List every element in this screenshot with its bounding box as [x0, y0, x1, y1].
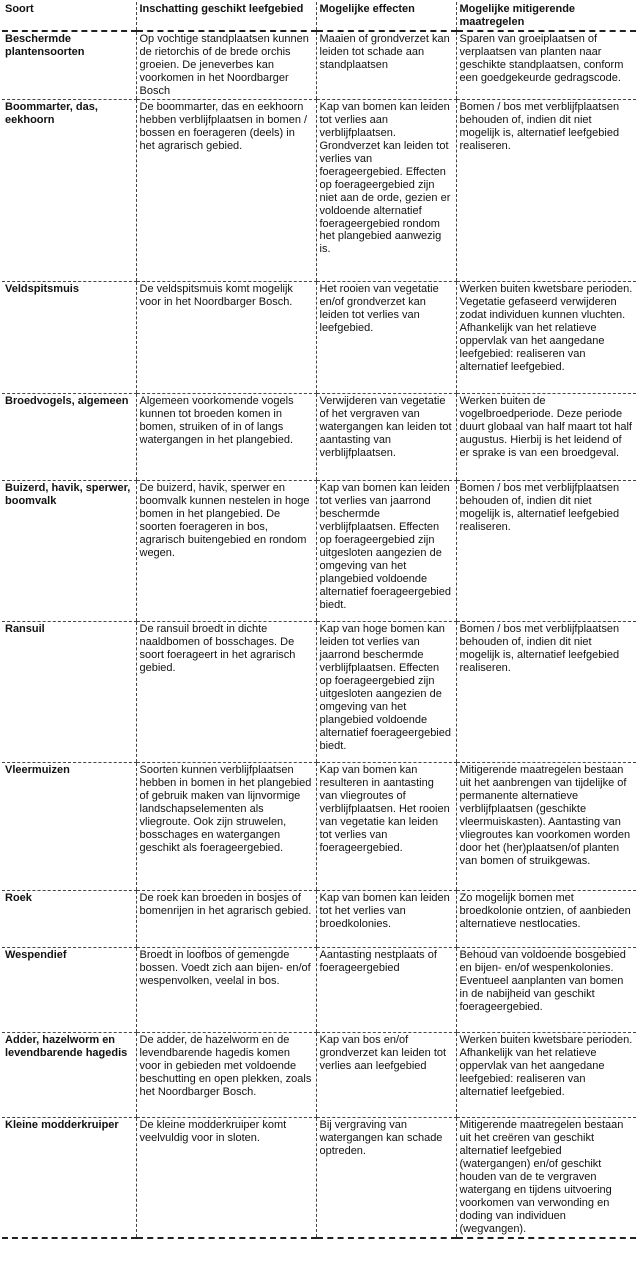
table-row [2, 947, 636, 1032]
cell-effecten: Bij vergraving van watergangen kan schade optreden. [316, 1117, 456, 1237]
cell-maatregelen: Bomen / bos met verblijfplaatsen behouden of, indien dit niet mogelijk is, alternatief leefgebied realiseren. [456, 99, 636, 281]
header-leefgebied: Inschatting geschikt leefgebied [136, 2, 316, 31]
cell-effecten: Aantasting nestplaats of foerageergebied [316, 947, 456, 1032]
cell-maatregelen: Werken buiten kwetsbare perioden. Afhankelijk van het relatieve oppervlak van het aangedane leefgebied: realiseren van alternatief leefgebied. [456, 1032, 636, 1117]
cell-leefgebied: Soorten kunnen verblijfplaatsen hebben in bomen in het plangebied of gebruik maken van lijnvormige landschapselementen als vliegroute. Ook zijn struwelen, bosschages en watergangen geschikt als foerageergebied. [136, 762, 316, 890]
table-row [2, 31, 636, 99]
cell-maatregelen: Mitigerende maatregelen bestaan uit het creëren van geschikt alternatief leefgebied (watergangen) en/of geschikt houden van de te vergraven watergang en tijdens uitvoering voorkomen van verwonding en doding van individuen (wegvangen). [456, 1117, 636, 1237]
table-row [2, 480, 636, 621]
cell-maatregelen: Zo mogelijk bomen met broedkolonie ontzien, of aanbieden alternatieve nestlocaties. [456, 890, 636, 947]
cell-leefgebied: De roek kan broeden in bosjes of bomenrijen in het agrarisch gebied. [136, 890, 316, 947]
table-row [2, 393, 636, 480]
cell-maatregelen: Werken buiten kwetsbare perioden. Vegetatie gefaseerd verwijderen zodat individuen kunnen vluchten. Afhankelijk van het relatieve oppervlak van het aangedane leefgebied: realiseren van alternatief leefgebied. [456, 281, 636, 393]
species-effects-table [2, 2, 636, 1239]
cell-maatregelen: Bomen / bos met verblijfplaatsen behouden of, indien dit niet mogelijk is, alternatief leefgebied realiseren. [456, 621, 636, 762]
table-row [2, 281, 636, 393]
cell-effecten: Kap van bomen kan leiden tot verlies aan verblijfplaatsen. Grondverzet kan leiden tot verlies van foerageergebied. Effecten op foerageergebied zijn niet aan de orde, gezien er voldoende alternatief foerageergebied rondom het plangebied aanwezig is. [316, 99, 456, 281]
table-row [2, 762, 636, 890]
cell-effecten: Kap van bos en/of grondverzet kan leiden tot verlies aan leefgebied [316, 1032, 456, 1117]
cell-maatregelen: Bomen / bos met verblijfplaatsen behouden of, indien dit niet mogelijk is, alternatief leefgebied realiseren. [456, 480, 636, 621]
cell-soort: Vleermuizen [2, 762, 136, 890]
cell-leefgebied: De adder, de hazelworm en de levendbarende hagedis komen voor in gebieden met voldoende beschutting en open plekken, zoals het Noordbarger Bosch. [136, 1032, 316, 1117]
table-row [2, 621, 636, 762]
header-effecten: Mogelijke effecten [316, 2, 456, 31]
cell-maatregelen: Behoud van voldoende bosgebied en bijen- en/of wespenkolonies. Eventueel aanplanten van bomen in de nabijheid van geschikt foerageergebied. [456, 947, 636, 1032]
cell-maatregelen: Werken buiten de vogelbroedperiode. Deze periode duurt globaal van half maart tot half augustus. Hierbij is het leidend of er sprake is van een broedgeval. [456, 393, 636, 480]
cell-soort: Buizerd, havik, sperwer, boomvalk [2, 480, 136, 621]
cell-leefgebied: Op vochtige standplaatsen kunnen de rietorchis of de brede orchis groeien. De jeneverbes kan voorkomen in het Noordbarger Bosch [136, 31, 316, 99]
cell-soort: Roek [2, 890, 136, 947]
cell-leefgebied: Broedt in loofbos of gemengde bossen. Voedt zich aan bijen- en/of wespenvolken, veelal in bos. [136, 947, 316, 1032]
cell-maatregelen: Mitigerende maatregelen bestaan uit het aanbrengen van tijdelijke of permanente alternatieve verblijfplaatsen (geschikte vleermuiskasten). Aantasting van vliegroutes kan voorkomen worden door het (her)plaatsen/of planten van bomen of struikgewas. [456, 762, 636, 890]
cell-leefgebied: De ransuil broedt in dichte naaldbomen of bosschages. De soort foerageert in het agrarisch gebied. [136, 621, 316, 762]
cell-leefgebied: Algemeen voorkomende vogels kunnen tot broeden komen in bomen, struiken of in of langs watergangen in het plangebied. [136, 393, 316, 480]
table-row [2, 1032, 636, 1117]
cell-effecten: Kap van bomen kan leiden tot verlies van jaarrond beschermde verblijfplaatsen. Effecten op foerageergebied zijn uitgesloten aangezien de omgeving van het plangebied voldoende alternatief foerageergebied biedt. [316, 480, 456, 621]
cell-leefgebied: De kleine modderkruiper komt veelvuldig voor in sloten. [136, 1117, 316, 1237]
cell-effecten: Verwijderen van vegetatie of het vergraven van watergangen kan leiden tot aantasting van verblijfplaatsen. [316, 393, 456, 480]
table-row [2, 1117, 636, 1237]
cell-effecten: Kap van hoge bomen kan leiden tot verlies van jaarrond beschermde verblijfplaatsen. Effecten op foerageergebied zijn uitgesloten aangezien de omgeving van het plangebied voldoende alternatief foerageergebied biedt. [316, 621, 456, 762]
cell-soort: Boommarter, das, eekhoorn [2, 99, 136, 281]
cell-soort: Wespendief [2, 947, 136, 1032]
table-row [2, 890, 636, 947]
cell-leefgebied: De boommarter, das en eekhoorn hebben verblijfplaatsen in bomen / bossen en foerageren (deels) in het agrarisch gebied. [136, 99, 316, 281]
cell-soort: Ransuil [2, 621, 136, 762]
cell-effecten: Het rooien van vegetatie en/of grondverzet kan leiden tot verlies van leefgebied. [316, 281, 456, 393]
cell-maatregelen: Sparen van groeiplaatsen of verplaatsen van planten naar geschikte standplaatsen, conform een goedgekeurde gedragscode. [456, 31, 636, 99]
cell-leefgebied: De veldspitsmuis komt mogelijk voor in het Noordbarger Bosch. [136, 281, 316, 393]
cell-soort: Adder, hazelworm en levendbarende hagedis [2, 1032, 136, 1117]
table-header-row [2, 2, 636, 31]
header-maatregelen: Mogelijke mitigerende maatregelen [456, 2, 636, 31]
cell-soort: Broedvogels, algemeen [2, 393, 136, 480]
cell-leefgebied: De buizerd, havik, sperwer en boomvalk kunnen nestelen in hoge bomen in het plangebied. De soorten foerageren in bos, agrarisch buitengebied en rondom wegen. [136, 480, 316, 621]
cell-effecten: Kap van bomen kan leiden tot het verlies van broedkolonies. [316, 890, 456, 947]
cell-soort: Veldspitsmuis [2, 281, 136, 393]
cell-effecten: Maaien of grondverzet kan leiden tot schade aan standplaatsen [316, 31, 456, 99]
cell-soort: Beschermde plantensoorten [2, 31, 136, 99]
cell-effecten: Kap van bomen kan resulteren in aantasting van vliegroutes of verblijfplaatsen. Het rooien van vegetatie kan leiden tot verlies van foerageergebied. [316, 762, 456, 890]
header-soort: Soort [2, 2, 136, 31]
table-row [2, 99, 636, 281]
cell-soort: Kleine modderkruiper [2, 1117, 136, 1237]
